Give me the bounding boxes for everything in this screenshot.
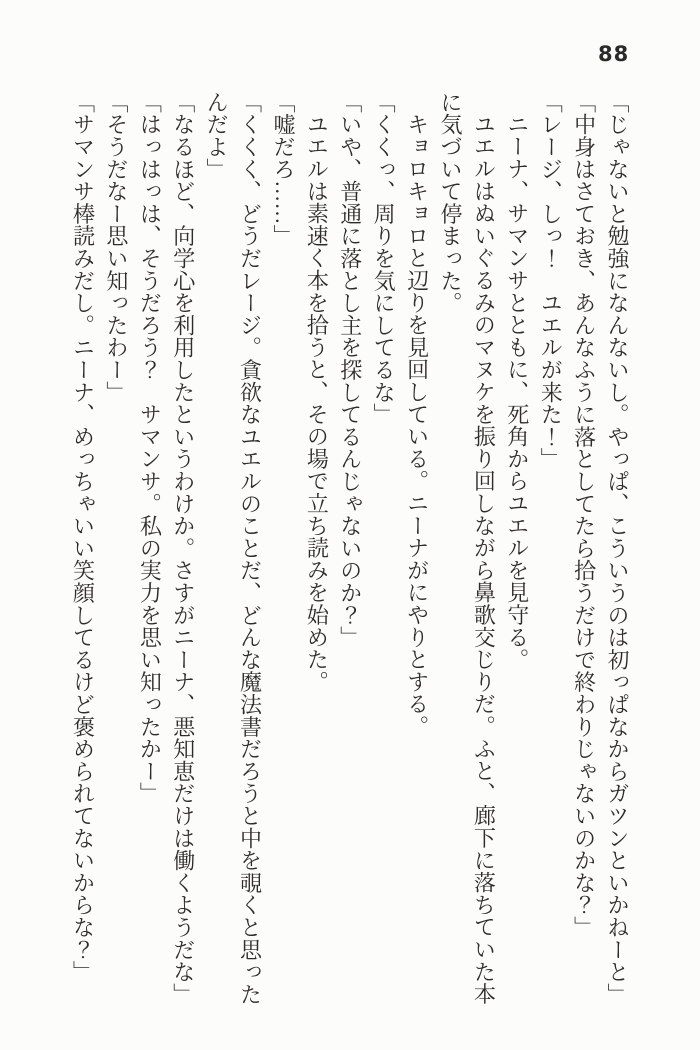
paragraph-dialogue: 「くくく、どうだレージ。貪欲なユエルのことだ、どんな魔法書だろうと中を覗くと思ったんだよ」	[204, 91, 263, 1006]
paragraph-dialogue: 「くくっ、周りを気にしてるな」	[371, 91, 397, 426]
paragraph-narration: ユエルはぬいぐるみのマヌケを振り回しながら鼻歌交じりだ。ふと、廊下に落ちていた本に気づいて停まった。	[437, 91, 497, 1005]
paragraph-dialogue: 「じゃないと勉強になんないし。やっぱ、こういうのは初っぱなからガツンといかねーと」	[605, 91, 630, 1006]
paragraph-dialogue: 「嘘だろ……」	[270, 91, 296, 248]
vertical-text-block	[66, 91, 634, 1009]
paragraph-narration: ニーナ、サマンサとともに、死角からユエルを見守る。	[504, 113, 530, 671]
paragraph-narration: キョロキョロと辺りを見回している。ニーナがにやりとする。	[404, 113, 430, 738]
paragraph-dialogue: 「中身はさておき、あんなふうに落としてたら拾うだけで終わりじゃないのかな？」	[571, 91, 597, 939]
paragraph-dialogue: 「レージ、しっ！ ユエルが来た！」	[538, 91, 564, 471]
paragraph-dialogue: 「サマンサ棒読みだし。ニーナ、めっちゃいい笑顔してるけど褒められてないからな？」	[70, 91, 96, 983]
paragraph-dialogue: 「いや、普通に落とし主を探してるんじゃないのか？」	[337, 91, 363, 649]
paragraph-narration: ユエルは素速く本を拾うと、その場で立ち読みを始めた。	[304, 113, 330, 693]
paragraph-dialogue: 「なるほど、向学心を利用したというわけか。さすがニーナ、悪知恵だけは働くようだな」	[170, 91, 196, 1006]
page-number: 88	[598, 42, 630, 66]
paragraph-dialogue: 「はっはっは、そうだろう？ サマンサ。私の実力を思い知ったかー」	[137, 91, 163, 805]
paragraph-dialogue: 「そうだなー思い知ったわー」	[103, 91, 129, 404]
